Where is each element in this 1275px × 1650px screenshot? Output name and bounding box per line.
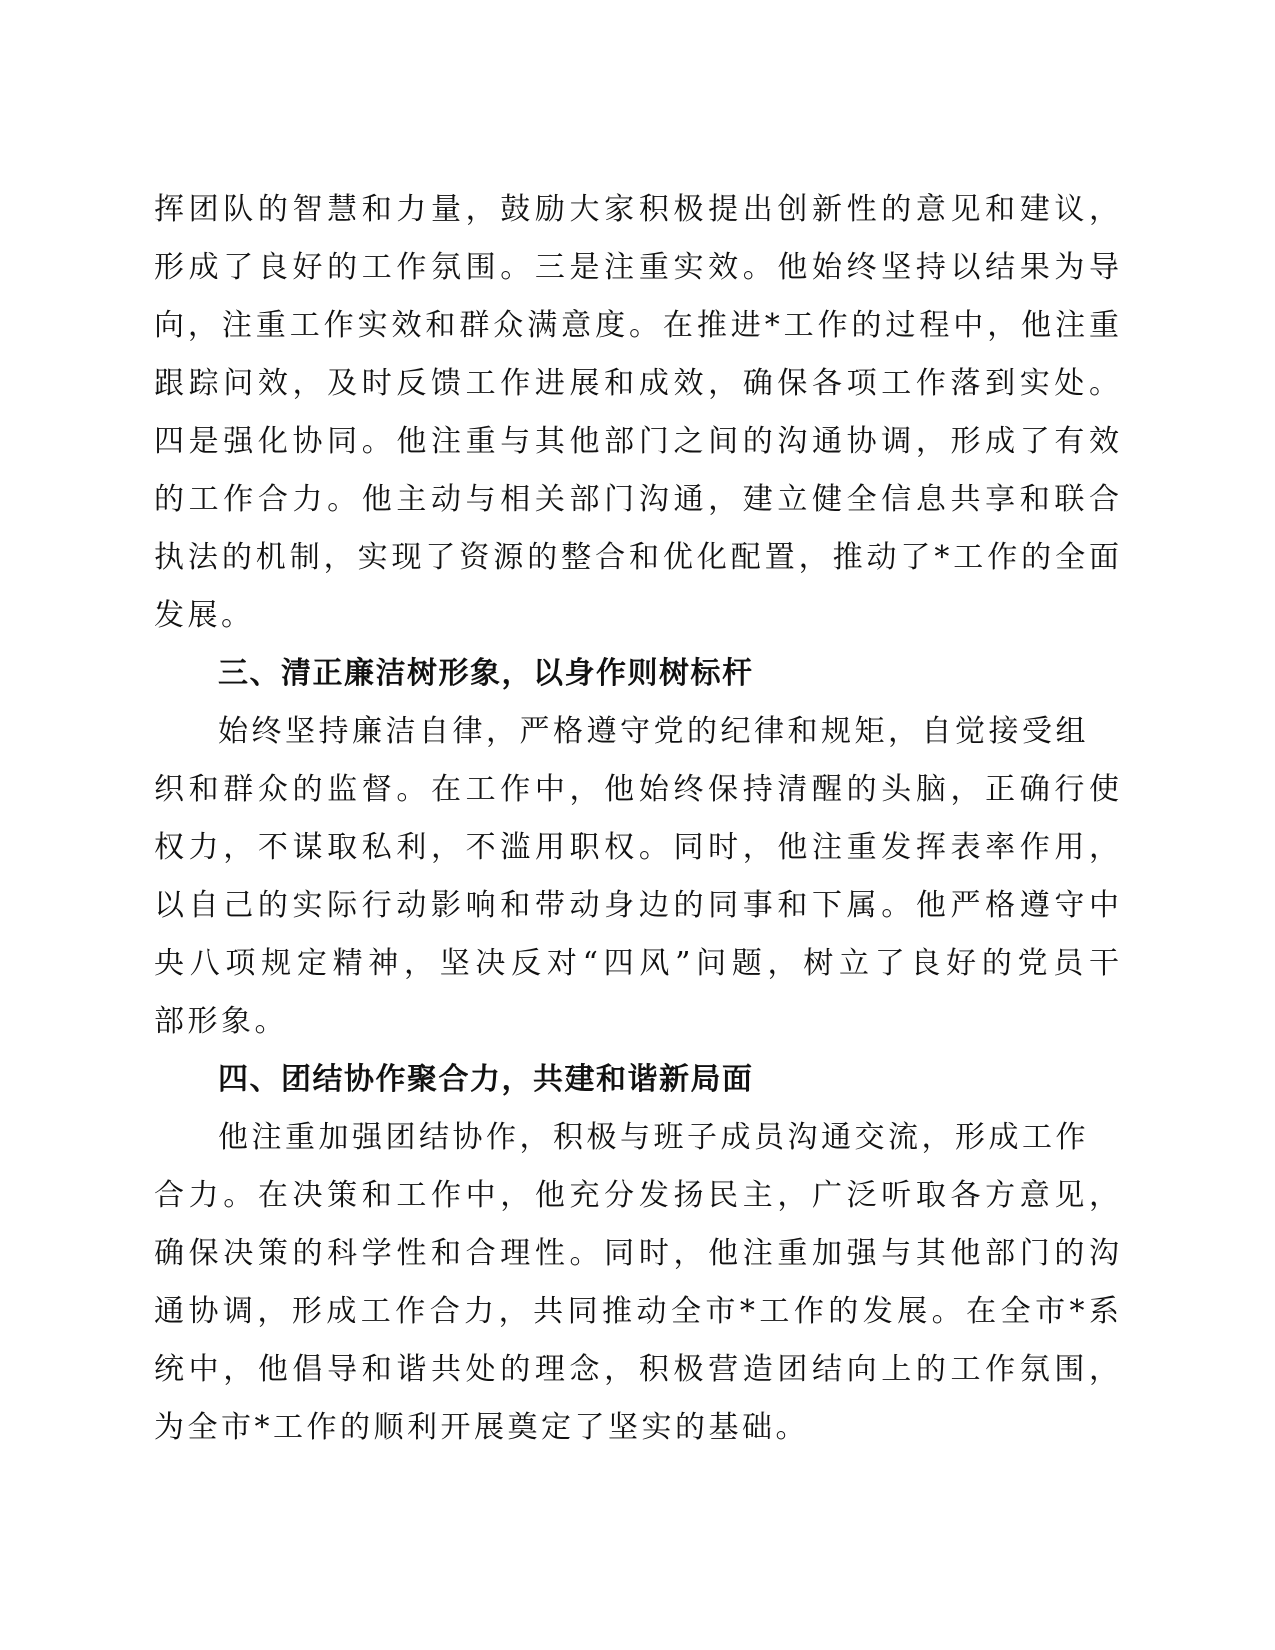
paragraph-line: 四是强化协同。他注重与其他部门之间的沟通协调，形成了有效 [154,424,1119,459]
paragraph-line: 通协调，形成工作合力，共同推动全市*工作的发展。在全市*系 [154,1294,1119,1329]
paragraph-line: 确保决策的科学性和合理性。同时，他注重加强与其他部门的沟 [154,1236,1119,1271]
paragraph-team-collaboration [154,181,1119,645]
paragraph-line: 织和群众的监督。在工作中，他始终保持清醒的头脑，正确行使 [154,772,1119,807]
paragraph-line: 以自己的实际行动影响和带动身边的同事和下属。他严格遵守中 [154,888,1119,923]
paragraph-line: 部形象。 [154,1004,288,1039]
section-heading-unity: 四、团结协作聚合力，共建和谐新局面 [218,1062,754,1097]
section-heading-integrity: 三、清正廉洁树形象，以身作则树标杆 [218,656,754,691]
paragraph-line: 形成了良好的工作氛围。三是注重实效。他始终坚持以结果为导 [154,250,1119,285]
paragraph-line: 发展。 [154,598,255,633]
paragraph-line: 统中，他倡导和谐共处的理念，积极营造团结向上的工作氛围， [154,1352,1119,1387]
paragraph-integrity [154,703,1119,1051]
document-body [154,181,1119,1457]
paragraph-line: 央八项规定精神，坚决反对“四风”问题，树立了良好的党员干 [154,946,1119,981]
paragraph-line: 的工作合力。他主动与相关部门沟通，建立健全信息共享和联合 [154,482,1119,517]
paragraph-line: 合力。在决策和工作中，他充分发扬民主，广泛听取各方意见， [154,1178,1119,1213]
paragraph-line: 为全市*工作的顺利开展奠定了坚实的基础。 [154,1410,809,1445]
paragraph-line: 执法的机制，实现了资源的整合和优化配置，推动了*工作的全面 [154,540,1119,575]
paragraph-line: 向，注重工作实效和群众满意度。在推进*工作的过程中，他注重 [154,308,1119,343]
paragraph-line: 挥团队的智慧和力量，鼓励大家积极提出创新性的意见和建议， [154,192,1119,227]
paragraph-line: 始终坚持廉洁自律，严格遵守党的纪律和规矩，自觉接受组 [218,714,1089,749]
paragraph-line: 他注重加强团结协作，积极与班子成员沟通交流，形成工作 [218,1120,1089,1155]
paragraph-unity [154,1109,1119,1457]
paragraph-line: 权力，不谋取私利，不滥用职权。同时，他注重发挥表率作用， [154,830,1119,865]
paragraph-line: 跟踪问效，及时反馈工作进展和成效，确保各项工作落到实处。 [154,366,1119,401]
